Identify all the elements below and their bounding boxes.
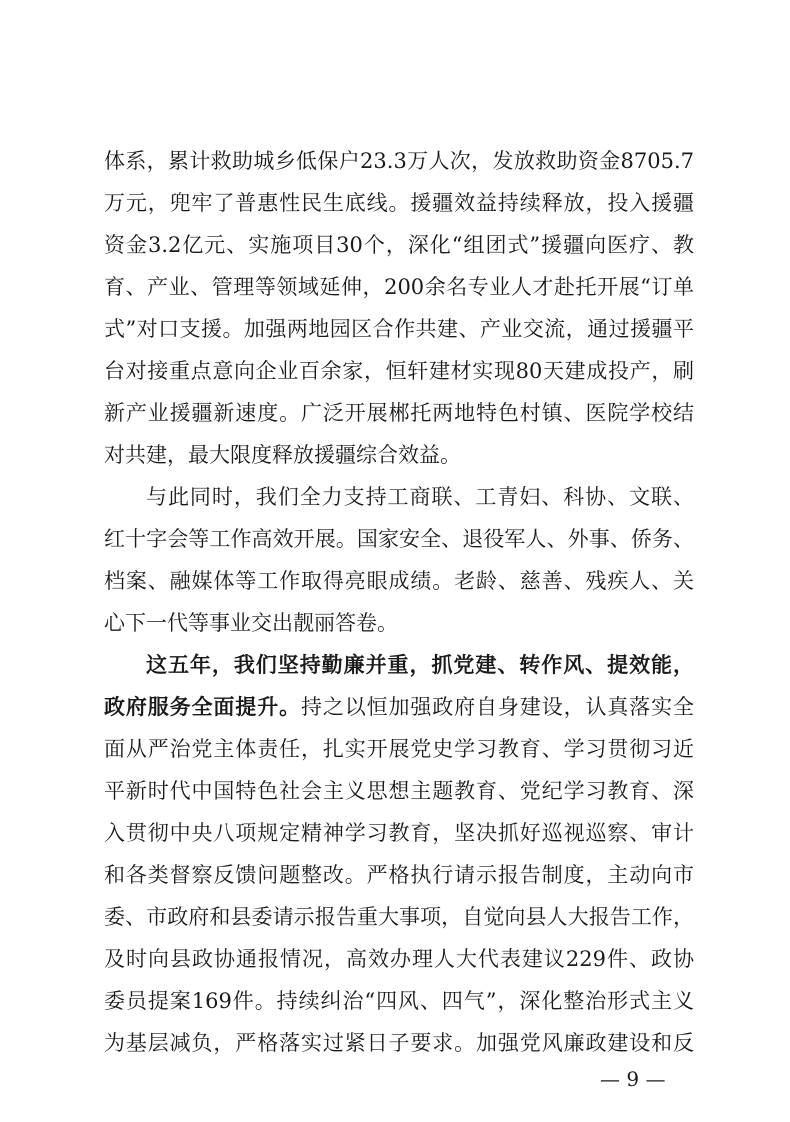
paragraph-line: 入贯彻中央八项规定精神学习教育，坚决抓好巡视巡察、审计 xyxy=(104,821,694,845)
paragraph-line: 式”对口支援。加强两地园区合作共建、产业交流，通过援疆平 xyxy=(104,317,694,341)
paragraph-line: 面从严治党主体责任，扎实开展党史学习教育、学习贯彻习近 xyxy=(104,737,694,761)
paragraph-mixed-line xyxy=(104,694,694,720)
bold-lead-text: 政府服务全面提升。 xyxy=(104,694,301,719)
paragraph-line: 档案、融媒体等工作取得亮眼成绩。老龄、慈善、残疾人、关 xyxy=(104,569,694,593)
paragraph-line: 资金3.2亿元、实施项目30个，深化“组团式”援疆向医疗、教 xyxy=(104,233,694,257)
paragraph-line: 台对接重点意向企业百余家，恒轩建材实现80天建成投产，刷 xyxy=(104,359,694,383)
paragraph-line: 委、市政府和县委请示报告重大事项，自觉向县人大报告工作， xyxy=(104,905,694,929)
regular-text: 持之以恒加强政府自身建设，认真落实全 xyxy=(300,695,695,719)
paragraph-line: 新产业援疆新速度。广泛开展郴托两地特色村镇、医院学校结 xyxy=(104,401,694,425)
page-number: — 9 — xyxy=(600,1067,666,1091)
paragraph-line: 为基层减负，严格落实过紧日子要求。加强党风廉政建设和反 xyxy=(104,1031,694,1055)
paragraph-line: 及时向县政协通报情况，高效办理人大代表建议229件、政协 xyxy=(104,947,694,971)
paragraph-line: 万元，兜牢了普惠性民生底线。援疆效益持续释放，投入援疆 xyxy=(104,191,694,215)
paragraph-line: 育、产业、管理等领域延伸，200余名专业人才赴托开展“订单 xyxy=(104,275,694,299)
paragraph-bold-line: 这五年，我们坚持勤廉并重，抓党建、转作风、提效能， xyxy=(146,652,694,677)
paragraph-line: 和各类督察反馈问题整改。严格执行请示报告制度，主动向市 xyxy=(104,863,694,887)
paragraph-line: 红十字会等工作高效开展。国家安全、退役军人、外事、侨务、 xyxy=(104,527,694,551)
paragraph-line: 心下一代等事业交出靓丽答卷。 xyxy=(104,611,398,635)
paragraph-line: 与此同时，我们全力支持工商联、工青妇、科协、文联、 xyxy=(146,485,694,509)
paragraph-line: 委员提案169件。持续纠治“四风、四气”，深化整治形式主义 xyxy=(104,989,694,1013)
paragraph-line: 体系，累计救助城乡低保户23.3万人次，发放救助资金8705.7 xyxy=(104,149,694,173)
paragraph-line: 平新时代中国特色社会主义思想主题教育、党纪学习教育、深 xyxy=(104,779,694,803)
paragraph-line: 对共建，最大限度释放援疆综合效益。 xyxy=(104,443,461,467)
